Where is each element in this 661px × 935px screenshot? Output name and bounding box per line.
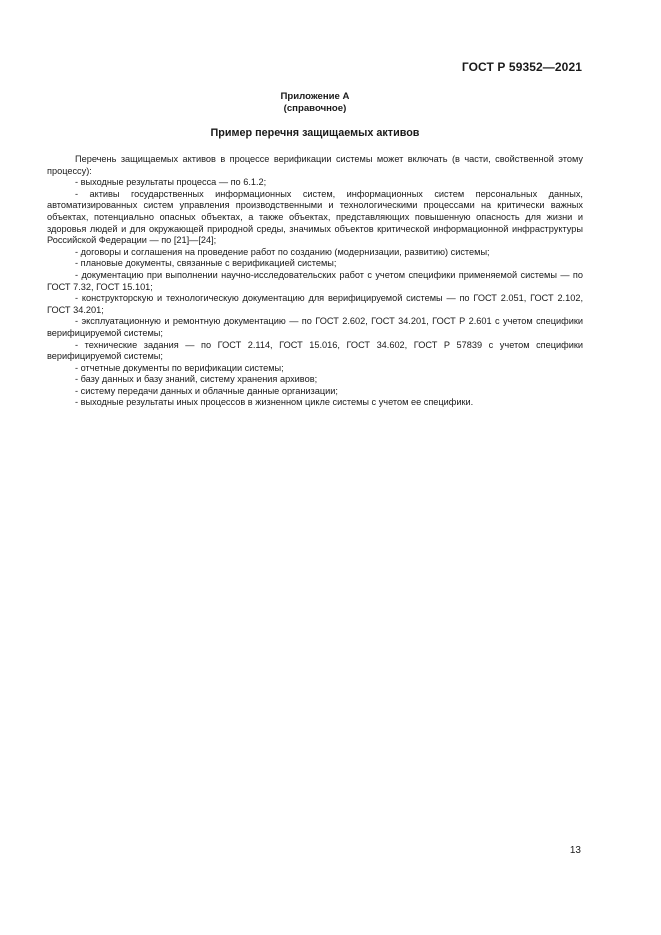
body-text [47,154,583,409]
section-title: Пример перечня защищаемых активов [210,127,420,139]
list-item: - систему передачи данных и облачные данные организации; [75,385,338,396]
appendix-subtitle: (справочное) [283,103,347,114]
list-item: - технические задания — по ГОСТ 2.114, ГОСТ 15.016, ГОСТ 34.602, ГОСТ Р 57839 с учетом специфики верифицируемой системы; [47,339,583,362]
list-item: - плановые документы, связанные с верификацией системы; [75,258,337,269]
list-item: - выходные результаты процесса — по 6.1.2; [75,177,267,188]
appendix-heading [0,91,630,115]
list-item: - активы государственных информационных систем, информационных систем персональных данных, автоматизированных систем управления производственными и технологическими процессами на критически важных объектах, потенциально опасных объектах, а также объектах, представляющих повышенную опасность для жизни и здоровья людей и для окружающей природной среды, значимых объектов критической информационной инфраструктуры Российской Федерации — по [21]—[24]; [47,188,583,246]
list-item: - отчетные документы по верификации системы; [75,362,284,373]
list-item: - базу данных и базу знаний, систему хранения архивов; [75,374,318,385]
appendix-title: Приложение А [280,91,350,102]
page-number: 13 [569,845,581,856]
list-item: - эксплуатационную и ремонтную документацию — по ГОСТ 2.602, ГОСТ 34.201, ГОСТ Р 2.601 с учетом специфики верифицируемой системы; [47,316,583,338]
list-item: - конструкторскую и технологическую документацию для верифицируемой системы — по ГОСТ 2.051, ГОСТ 2.102, ГОСТ 34.201; [47,293,583,315]
list-item: - договоры и соглашения на проведение работ по созданию (модернизации, развитию) системы; [75,246,490,257]
list-item: - документацию при выполнении научно-исследовательских работ с учетом специфики применяемой системы — по ГОСТ 7.32, ГОСТ 15.101; [47,269,583,292]
list-item: - выходные результаты иных процессов в жизненном цикле системы с учетом ее специфики. [75,397,474,408]
intro-paragraph: Перечень защищаемых активов в процессе верификации системы может включать (в части, свойственной этому процессу): [47,154,583,176]
document-code: ГОСТ Р 59352—2021 [461,60,582,74]
